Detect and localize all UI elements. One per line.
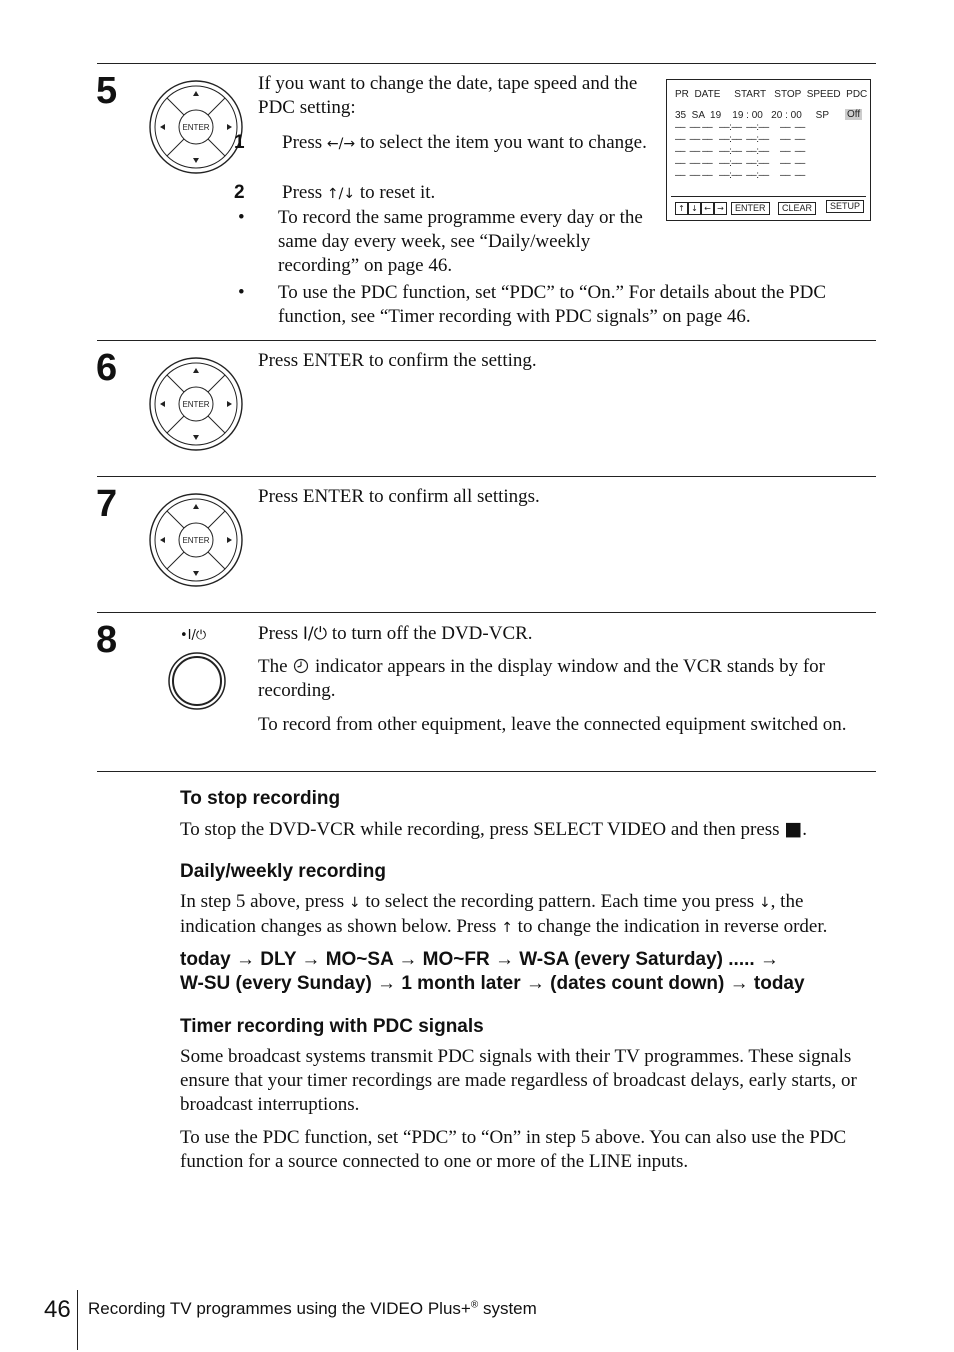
rule-step7 [97,476,876,477]
left-arrow-icon: ← [701,202,714,215]
stop-icon: ■ [784,818,803,840]
rule-top [97,63,876,64]
enter-label: ENTER [182,400,210,409]
enter-label: ENTER [182,123,210,132]
screen-empty-row: –– –– –– ––:–– ––:–– –– –– [675,122,805,133]
timer-indicator-icon [292,658,310,674]
screen-empty-row: –– –– –– ––:–– ––:–– –– –– [675,158,805,169]
screen-enter-button: ENTER [731,202,770,215]
up-arrow-icon: ↑ [501,920,513,936]
daily-text: In step 5 above, press ↓ to select the recording pattern. Each time you press ↓, the indication changes as shown below. Press ↑ to change the indication in reverse order. [180,891,828,937]
enter-dial-icon [148,492,244,588]
screen-setup-button: SETUP [826,200,864,213]
daily-sequence-line1: today → DLY → MO~SA → MO~FR → W-SA (every Saturday) ..... → [180,949,779,970]
step8-line1: Press I/⏻ to turn off the DVD-VCR. [258,623,533,644]
step6-text: Press ENTER to confirm the setting. [258,350,537,371]
screen-divider [671,196,866,197]
enter-dial-icon [148,356,244,452]
stop-text: To stop the DVD-VCR while recording, press SELECT VIDEO and then press ■. [180,818,808,840]
page-number: 46 [44,1296,71,1323]
up-arrow-icon: ↑ [675,202,688,215]
power-button-icon [167,651,227,711]
right-arrow-icon: → [714,202,727,215]
step5-substep-1: 1 Press ←/→ to select the item you want to change. [234,132,647,153]
enter-dial-icon [148,79,244,175]
down-arrow-icon: ↓ [688,202,701,215]
pdc-paragraph-1: Some broadcast systems transmit PDC signals with their TV programmes. These signals ensure that your timer recordings are made regardless of broadcast delays, early starts, or broadcast interruptions. [180,1046,857,1115]
down-arrow-icon: ↓ [348,895,361,911]
footer-divider [77,1290,78,1350]
rule-step8 [97,612,876,613]
step5-bullet-daily: • To record the same programme every day or the same day every week, see “Daily/weekly recording” on page 46. [238,207,643,276]
daily-heading: Daily/weekly recording [180,861,386,882]
step8-line2: The indicator appears in the display window and the VCR stands by for recording. [258,656,825,701]
power-icon: I/⏻ [302,624,328,644]
pdc-heading: Timer recording with PDC signals [180,1016,484,1037]
screen-empty-row: –– –– –– ––:–– ––:–– –– –– [675,134,805,145]
step5-intro: If you want to change the date, tape speed and the PDC setting: [258,73,638,118]
screen-empty-row: –– –– –– ––:–– ––:–– –– –– [675,146,805,157]
screen-row: 35 SA 19 19 : 00 20 : 00 SP [675,110,829,121]
step-number: 5 [96,70,118,112]
daily-sequence-line2: W-SU (every Sunday) → 1 month later → (dates count down) → today [180,973,805,994]
down-arrow-icon: ↓ [758,895,771,911]
timer-screen [666,79,871,221]
pdc-paragraph-2: To use the PDC function, set “PDC” to “On” in step 5 above. You can also use the PDC function for a source connected to one or more of the LINE inputs. [180,1127,847,1172]
step-number: 6 [96,347,118,389]
step5-substep-2: 2 Press ↑/↓ to reset it. [234,182,436,203]
stop-heading: To stop recording [180,788,341,809]
rule-step6 [97,340,876,341]
enter-label: ENTER [182,536,210,545]
screen-empty-row: –– –– –– ––:–– ––:–– –– –– [675,170,805,181]
step7-text: Press ENTER to confirm all settings. [258,486,540,507]
step5-bullet-pdc: • To use the PDC function, set “PDC” to “On.” For details about the PDC function, see “Timer recording with PDC signals” on page 46. [238,282,827,327]
step8-line3: To record from other equipment, leave the connected equipment switched on. [258,714,847,735]
screen-pdc-value: Off [847,109,861,120]
footer-section-title: Recording TV programmes using the VIDEO Plus+® system [88,1299,537,1318]
step-number: 7 [96,483,118,525]
rule-end-steps [97,771,876,772]
step-number: 8 [96,619,118,661]
screen-clear-button: CLEAR [778,202,816,215]
screen-header: PR DATE START STOP SPEED PDC [675,89,868,100]
power-button-label: •I/⏻ [180,628,207,643]
